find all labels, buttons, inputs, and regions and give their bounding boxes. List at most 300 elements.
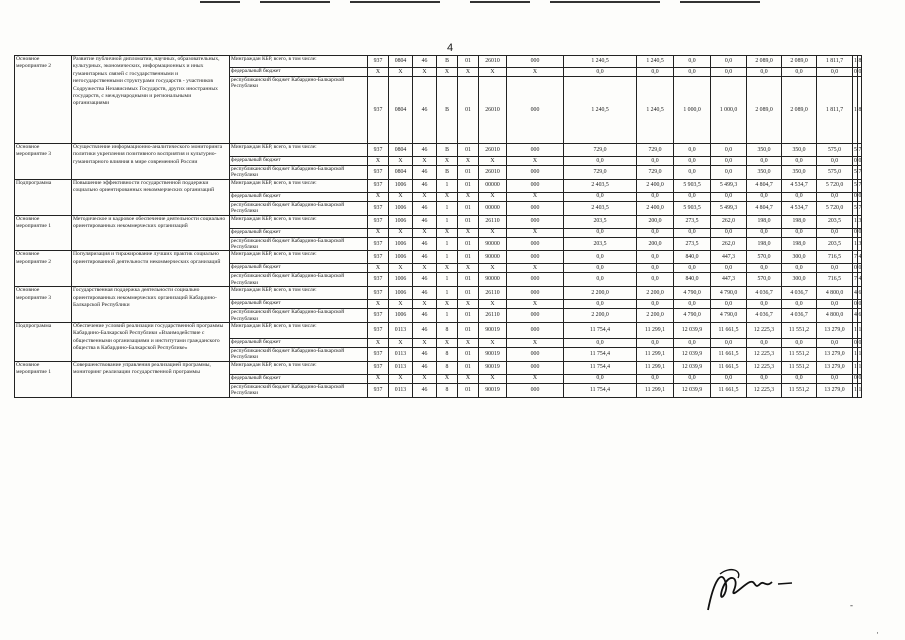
value-cell: Х (368, 228, 389, 237)
value-cell: 1 (853, 237, 857, 251)
value-cell: 13 279,0 (817, 383, 853, 397)
value-cell: 12 225,3 (747, 361, 782, 374)
table-row (15, 56, 862, 68)
value-cell: 0,0 (747, 68, 782, 77)
value-cell: 46 (413, 179, 437, 192)
value-cell: 203,5 (564, 237, 637, 251)
value-cell: 5 (853, 179, 857, 192)
value-cell: 3 (857, 215, 861, 228)
value-cell: 273,5 (674, 237, 711, 251)
value-cell: 0,0 (564, 68, 637, 77)
value-cell: 1 811,7 (817, 77, 853, 144)
value-cell: 1006 (389, 237, 413, 251)
value-cell: 0 (858, 229, 862, 236)
value-cell: 46 (413, 215, 437, 228)
value-cell: 0,0 (674, 374, 711, 383)
value-cell: 2 089,0 (782, 56, 817, 68)
value-cell: 0,0 (711, 374, 747, 383)
scan-mark: - (850, 600, 853, 610)
value-cell: 0,0 (782, 157, 817, 166)
value-cell: 273,5 (674, 215, 711, 228)
value-cell: 01 (458, 237, 479, 251)
value-cell: 01 (458, 309, 479, 323)
value-cell: 4 036,7 (747, 287, 782, 300)
value-cell: 4 (853, 309, 857, 323)
value-cell: 0113 (389, 323, 413, 339)
value-cell: Х (458, 157, 479, 166)
value-cell: 4 036,7 (747, 309, 782, 323)
value-cell: 11 551,2 (782, 323, 817, 339)
value-cell: 0,0 (747, 339, 782, 348)
value-cell: Х (368, 339, 389, 348)
value-cell: 11 754,4 (564, 383, 637, 397)
value-cell: 01 (458, 179, 479, 192)
value-cell: Х (389, 300, 413, 309)
value-cell: 26110 (479, 215, 507, 228)
funding-source-cell: федеральный бюджет (230, 374, 368, 383)
value-cell: 0,0 (747, 157, 782, 166)
value-cell: Х (368, 192, 389, 201)
value-cell: 0804 (389, 144, 413, 157)
value-cell: 1 (437, 237, 458, 251)
value-cell: Х (413, 192, 437, 201)
value-cell: 0,0 (564, 339, 637, 348)
value-cell: 000 (507, 237, 564, 251)
value-cell: 7 (857, 179, 861, 192)
value-cell: 11 299,1 (637, 361, 674, 374)
value-cell: 575,0 (817, 144, 853, 157)
value-cell: Х (458, 68, 479, 77)
funding-source-cell: Минграждан КБР, всего, в том числе: (230, 323, 368, 339)
row-name-cell: Совершенствование управления реализацией программы, мониторинг реализации государственной программы (72, 361, 230, 397)
value-cell: 13 279,0 (817, 348, 853, 362)
value-cell: 0,0 (674, 56, 711, 68)
value-cell: 6 (857, 287, 861, 300)
value-cell: Х (458, 228, 479, 237)
value-cell: 2 089,0 (747, 77, 782, 144)
value-cell: 12 225,3 (747, 383, 782, 397)
value-cell: Х (389, 157, 413, 166)
value-cell: Х (507, 192, 564, 201)
value-cell: Х (413, 374, 437, 383)
funding-source-cell: Минграждан КБР, всего, в том числе: (230, 144, 368, 157)
value-cell: 000 (507, 309, 564, 323)
value-cell: 729,0 (637, 166, 674, 180)
value-cell: Х (413, 68, 437, 77)
table-row (15, 215, 862, 228)
value-cell: 5 (853, 144, 857, 157)
value-cell: Х (437, 157, 458, 166)
value-cell: 729,0 (637, 144, 674, 157)
value-cell: 0 (858, 300, 862, 307)
value-cell: 0 (858, 68, 862, 75)
value-cell: 8 (437, 361, 458, 374)
value-cell: 1 (853, 215, 857, 228)
value-cell: 1 240,5 (637, 56, 674, 68)
value-cell: 198,0 (782, 215, 817, 228)
value-cell: 0804 (389, 77, 413, 144)
value-cell: 26010 (479, 166, 507, 180)
value-cell: Х (368, 157, 389, 166)
value-cell: 937 (368, 215, 389, 228)
funding-source-cell: федеральный бюджет (230, 228, 368, 237)
value-cell: 000 (507, 56, 564, 68)
value-cell: Х (437, 192, 458, 201)
value-cell: 90000 (479, 251, 507, 264)
value-cell: 1 (853, 348, 857, 362)
value-cell: 3 (857, 237, 861, 251)
value-cell: 8 (437, 383, 458, 397)
value-cell: 46 (413, 77, 437, 144)
value-cell: 1 (857, 323, 861, 339)
value-cell: 01 (458, 144, 479, 157)
value-cell: 0 (854, 339, 857, 346)
budget-table (14, 55, 862, 398)
value-cell: 1006 (389, 251, 413, 264)
value-cell: 0,0 (817, 300, 853, 309)
value-cell: 90000 (479, 273, 507, 287)
value-cell: 8 (437, 323, 458, 339)
value-cell: Х (507, 300, 564, 309)
value-cell: 2 200,0 (637, 309, 674, 323)
funding-source-cell: федеральный бюджет (230, 192, 368, 201)
value-cell: 203,5 (817, 215, 853, 228)
value-cell: 46 (413, 251, 437, 264)
value-cell: Х (368, 68, 389, 77)
value-cell: 46 (413, 361, 437, 374)
value-cell: 4 790,0 (674, 287, 711, 300)
value-cell: 0,0 (817, 68, 853, 77)
value-cell: 2 200,0 (637, 287, 674, 300)
funding-source-cell: Минграждан КБР, всего, в том числе: (230, 56, 368, 68)
value-cell: 000 (507, 166, 564, 180)
value-cell: 0,0 (637, 157, 674, 166)
value-cell: 0,0 (782, 68, 817, 77)
value-cell: 26010 (479, 77, 507, 144)
value-cell: 000 (507, 273, 564, 287)
value-cell: 0,0 (817, 157, 853, 166)
value-cell: 5 903,5 (674, 201, 711, 215)
value-cell: 4 (853, 287, 857, 300)
value-cell: 570,0 (747, 273, 782, 287)
value-cell: 46 (413, 383, 437, 397)
value-cell: 0113 (389, 348, 413, 362)
row-kind-cell: Подпрограмма (15, 323, 72, 362)
row-name-cell: Развитие публичной дипломатии, научных, образовательных, культурных, экономических, информационных и иных гуманитарных связей с государственными и негосударственными структурами государств - участников Содружества Независимых Государств, других иностранных государств, с международными и региональными организациями (72, 56, 230, 144)
value-cell: 11 661,5 (711, 361, 747, 374)
value-cell: 0,0 (782, 374, 817, 383)
value-cell: 1 (437, 251, 458, 264)
scan-top-marks (200, 0, 760, 4)
value-cell: 000 (507, 323, 564, 339)
value-cell: 90019 (479, 323, 507, 339)
value-cell: 0,0 (637, 68, 674, 77)
value-cell: 0,0 (782, 228, 817, 237)
value-cell: 12 039,9 (674, 323, 711, 339)
value-cell: 26110 (479, 287, 507, 300)
value-cell: 46 (413, 273, 437, 287)
value-cell: 0 (854, 265, 857, 272)
value-cell: Х (479, 374, 507, 383)
value-cell: 12 225,3 (747, 323, 782, 339)
value-cell: 4 800,0 (817, 309, 853, 323)
value-cell: 0,0 (711, 339, 747, 348)
value-cell: 26010 (479, 144, 507, 157)
value-cell: 90019 (479, 361, 507, 374)
value-cell: 8 (437, 348, 458, 362)
value-cell: 0,0 (674, 339, 711, 348)
value-cell: Х (413, 157, 437, 166)
value-cell: 0,0 (674, 166, 711, 180)
row-name-cell: Популяризация и тиражирование лучших практик социально ориентированной деятельности некоммерческих организаций (72, 251, 230, 287)
value-cell: 0113 (389, 383, 413, 397)
value-cell: 0 (854, 68, 857, 75)
value-cell: 0,0 (564, 192, 637, 201)
row-name-cell: Обеспечение условий реализации государственной программы Кабардино-Балкарской Республики «Взаимодействие с общественными организациями и институтами гражданского общества в Кабардино-Балкарской Республике» (72, 323, 230, 362)
value-cell: 1 (853, 77, 857, 144)
value-cell: Х (479, 157, 507, 166)
value-cell: 2 403,5 (564, 201, 637, 215)
value-cell: 46 (413, 323, 437, 339)
value-cell: 4 (857, 251, 861, 264)
value-cell: 937 (368, 77, 389, 144)
value-cell: 01 (458, 361, 479, 374)
value-cell: 000 (507, 77, 564, 144)
value-cell: 000 (507, 287, 564, 300)
value-cell: 0,0 (674, 264, 711, 273)
value-cell: 0 (854, 300, 857, 307)
value-cell: 0,0 (782, 192, 817, 201)
value-cell: 5 499,3 (711, 201, 747, 215)
value-cell: 0,0 (674, 228, 711, 237)
value-cell: 1 (857, 383, 861, 397)
row-kind-cell: Основное мероприятие 1 (15, 215, 72, 251)
table-row (15, 361, 862, 374)
funding-source-cell: Минграждан КБР, всего, в том числе: (230, 287, 368, 300)
signature (700, 560, 810, 620)
value-cell: 0 (854, 229, 857, 236)
value-cell: 0804 (389, 56, 413, 68)
table-row (15, 287, 862, 300)
value-cell: Х (507, 374, 564, 383)
value-cell: Х (368, 374, 389, 383)
value-cell: 2 089,0 (782, 77, 817, 144)
value-cell: 570,0 (747, 251, 782, 264)
value-cell: 1 (857, 348, 861, 362)
value-cell: 0,0 (637, 251, 674, 264)
funding-source-cell: республиканский бюджет Кабардино-Балкарской Республики (230, 77, 368, 144)
value-cell: 01 (458, 215, 479, 228)
row-kind-cell: Подпрограмма (15, 179, 72, 215)
value-cell: 0,0 (817, 374, 853, 383)
value-cell: Х (458, 339, 479, 348)
value-cell: 4 534,7 (782, 179, 817, 192)
value-cell: 0 (854, 157, 857, 164)
value-cell: Х (413, 300, 437, 309)
value-cell: 2 089,0 (747, 56, 782, 68)
value-cell: Х (507, 339, 564, 348)
value-cell: 300,0 (782, 251, 817, 264)
value-cell: 01 (458, 77, 479, 144)
value-cell: 0,0 (711, 166, 747, 180)
value-cell: 000 (507, 251, 564, 264)
value-cell: Х (458, 264, 479, 273)
value-cell: 0,0 (637, 300, 674, 309)
value-cell: 2 400,0 (637, 179, 674, 192)
value-cell: Х (389, 264, 413, 273)
value-cell: 198,0 (747, 215, 782, 228)
value-cell: 0,0 (674, 300, 711, 309)
value-cell: 01 (458, 323, 479, 339)
value-cell: 46 (413, 348, 437, 362)
value-cell: Х (389, 339, 413, 348)
value-cell: 0,0 (674, 192, 711, 201)
value-cell: Х (479, 264, 507, 273)
value-cell: 1 (437, 273, 458, 287)
value-cell: 0,0 (637, 228, 674, 237)
table-row (15, 179, 862, 192)
value-cell: 0,0 (711, 264, 747, 273)
value-cell: 729,0 (564, 166, 637, 180)
value-cell: 01 (458, 166, 479, 180)
value-cell: 1 240,5 (637, 77, 674, 144)
value-cell: 4 534,7 (782, 201, 817, 215)
funding-source-cell: республиканский бюджет Кабардино-Балкарской Республики (230, 166, 368, 180)
value-cell: 5 499,3 (711, 179, 747, 192)
value-cell: Х (458, 192, 479, 201)
value-cell: Х (479, 68, 507, 77)
value-cell: 1006 (389, 179, 413, 192)
value-cell: 11 754,4 (564, 348, 637, 362)
value-cell: 1 811,7 (817, 56, 853, 68)
value-cell: 198,0 (747, 237, 782, 251)
value-cell: 0,0 (564, 374, 637, 383)
value-cell: 0,0 (674, 68, 711, 77)
value-cell: 350,0 (782, 144, 817, 157)
value-cell: 575,0 (817, 166, 853, 180)
value-cell: 1 (437, 309, 458, 323)
page-number: 4 (447, 42, 454, 54)
value-cell: 0,0 (637, 339, 674, 348)
value-cell: 90019 (479, 348, 507, 362)
value-cell: 200,0 (637, 215, 674, 228)
value-cell: 0 (854, 193, 857, 200)
row-name-cell: Повышение эффективности государственной поддержки социально ориентированных некоммерческих организаций (72, 179, 230, 215)
value-cell: 8 (857, 77, 861, 144)
value-cell: Х (368, 300, 389, 309)
value-cell: 12 039,9 (674, 361, 711, 374)
value-cell: Х (368, 264, 389, 273)
table-row (15, 144, 862, 157)
row-kind-cell: Основное мероприятие 2 (15, 56, 72, 144)
value-cell: 0,0 (817, 339, 853, 348)
value-cell: 11 551,2 (782, 383, 817, 397)
row-kind-cell: Основное мероприятие 3 (15, 144, 72, 180)
value-cell: В (437, 144, 458, 157)
value-cell: 5 720,0 (817, 179, 853, 192)
value-cell: 12 225,3 (747, 348, 782, 362)
value-cell: 7 (857, 166, 861, 180)
value-cell: 262,0 (711, 215, 747, 228)
value-cell: 447,3 (711, 273, 747, 287)
value-cell: 1006 (389, 287, 413, 300)
value-cell: 937 (368, 237, 389, 251)
funding-source-cell: республиканский бюджет Кабардино-Балкарской Республики (230, 201, 368, 215)
value-cell: 1 (853, 361, 857, 374)
value-cell: 6 (857, 309, 861, 323)
value-cell: В (437, 56, 458, 68)
value-cell: Х (413, 228, 437, 237)
value-cell: 0,0 (711, 144, 747, 157)
row-name-cell: Осуществление информационно-аналитического мониторинга политики укрепления позитивного восприятия и культурно-гуманитарного влияния в мире современной России (72, 144, 230, 180)
value-cell: 1006 (389, 201, 413, 215)
value-cell: 2 200,0 (564, 287, 637, 300)
value-cell: 0,0 (637, 192, 674, 201)
value-cell: 0,0 (564, 273, 637, 287)
value-cell: 0,0 (637, 264, 674, 273)
value-cell: 01 (458, 348, 479, 362)
value-cell: Х (389, 68, 413, 77)
value-cell: 7 (857, 144, 861, 157)
value-cell: 0,0 (782, 300, 817, 309)
value-cell: 000 (507, 144, 564, 157)
value-cell: 0,0 (747, 192, 782, 201)
value-cell: 0,0 (711, 300, 747, 309)
value-cell: 0,0 (564, 157, 637, 166)
value-cell: 0 (858, 375, 862, 382)
value-cell: 0,0 (711, 68, 747, 77)
value-cell: В (437, 166, 458, 180)
funding-source-cell: федеральный бюджет (230, 339, 368, 348)
value-cell: 0,0 (747, 228, 782, 237)
value-cell: 1 (853, 56, 857, 68)
value-cell: 0,0 (747, 300, 782, 309)
value-cell: 11 661,5 (711, 348, 747, 362)
value-cell: Х (507, 157, 564, 166)
value-cell: В (437, 77, 458, 144)
value-cell: Х (479, 300, 507, 309)
value-cell: 12 039,9 (674, 383, 711, 397)
value-cell: Х (437, 264, 458, 273)
value-cell: Х (437, 68, 458, 77)
value-cell: 350,0 (782, 166, 817, 180)
funding-source-cell: Минграждан КБР, всего, в том числе: (230, 361, 368, 374)
value-cell: 11 661,5 (711, 383, 747, 397)
value-cell: 1 (437, 201, 458, 215)
funding-source-cell: республиканский бюджет Кабардино-Балкарской Республики (230, 383, 368, 397)
value-cell: 7 (853, 273, 857, 287)
value-cell: 716,5 (817, 251, 853, 264)
value-cell: 26010 (479, 56, 507, 68)
value-cell: 1 (853, 383, 857, 397)
value-cell: 4 790,0 (711, 309, 747, 323)
value-cell: 2 200,0 (564, 309, 637, 323)
value-cell: Х (437, 300, 458, 309)
value-cell: 1 (857, 361, 861, 374)
value-cell: 0 (854, 375, 857, 382)
value-cell: 4 036,7 (782, 309, 817, 323)
value-cell: 000 (507, 215, 564, 228)
value-cell: 1 (853, 323, 857, 339)
value-cell: 46 (413, 56, 437, 68)
value-cell: 11 551,2 (782, 361, 817, 374)
value-cell: 0,0 (674, 157, 711, 166)
value-cell: 1006 (389, 309, 413, 323)
value-cell: 5 (853, 166, 857, 180)
row-name-cell: Государственная поддержка деятельности социально ориентированных некоммерческих организаций Кабардино-Балкарской Республики (72, 287, 230, 323)
value-cell: 000 (507, 383, 564, 397)
value-cell: 937 (368, 201, 389, 215)
